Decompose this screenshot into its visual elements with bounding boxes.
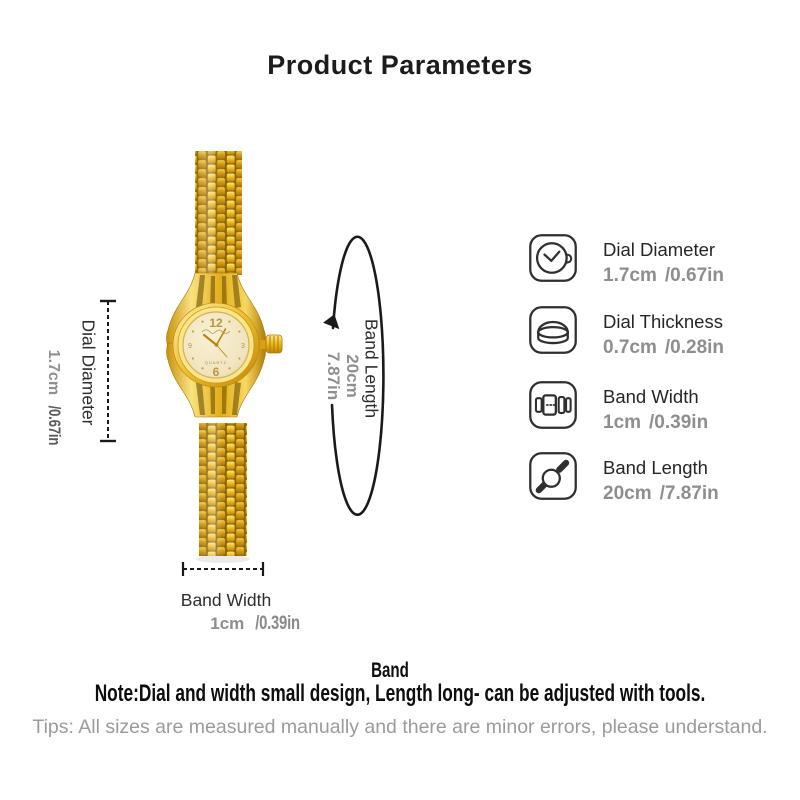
- spec-value-in: /7.87in: [659, 483, 719, 504]
- spec-value-in: /0.28in: [664, 337, 725, 358]
- spec-value: [603, 412, 708, 434]
- dial-numeral-3: 3: [241, 343, 245, 350]
- dial-numeral-6: 6: [212, 365, 220, 379]
- watch-dial-icon: [528, 233, 578, 283]
- dial-diameter-measure-line: [98, 296, 120, 446]
- spec-label: Band Length: [603, 457, 708, 478]
- dial-numeral-12: 12: [209, 316, 223, 330]
- spec-value-cm: 20cm: [603, 483, 652, 504]
- tips-line: Tips: All sizes are measured manually and there are minor errors, please understand.: [32, 716, 768, 738]
- spec-row-band-length: [528, 451, 719, 505]
- spec-row-dial-diameter: [528, 233, 724, 287]
- spec-value: [603, 483, 719, 505]
- spec-value: [603, 337, 724, 359]
- spec-value-cm: 1cm: [603, 412, 642, 433]
- note-line: Note:Dial and width small design, Length long- can be adjusted with tools.: [94, 680, 706, 707]
- spec-text: [603, 451, 719, 505]
- spec-value-cm: 1.7cm: [603, 265, 657, 286]
- band-length-label: Band Length: [361, 318, 382, 419]
- band-width-label: Band Width: [180, 590, 272, 610]
- page-title: Product Parameters: [267, 50, 533, 80]
- dial-diameter-value: [44, 322, 64, 478]
- dial-diameter-label: Dial Diameter: [78, 319, 99, 426]
- spec-value: [603, 265, 724, 287]
- band-width-icon: [528, 380, 578, 430]
- note-band-word: Band: [371, 659, 409, 682]
- spec-label: Dial Thickness: [603, 311, 723, 332]
- spec-label: Dial Diameter: [603, 239, 716, 260]
- spec-text: [603, 233, 724, 287]
- spec-text: [603, 305, 724, 359]
- dial-diameter-value-cm: 1.7cm: [45, 349, 62, 396]
- watch-band-bottom: [199, 423, 247, 556]
- band-length-value-in: 7.87in: [324, 351, 343, 401]
- band-width-measure-line: [180, 560, 266, 578]
- spec-value-in: /0.67in: [664, 265, 725, 286]
- band-width-value-cm: 1cm: [210, 614, 245, 633]
- spec-text: [603, 380, 708, 434]
- band-length-value-cm: 20cm: [343, 354, 362, 398]
- spec-row-dial-thickness: [528, 305, 724, 359]
- spec-value-cm: 0.7cm: [603, 337, 657, 358]
- spec-row-band-width: [528, 380, 708, 434]
- gold-watch-image: [150, 145, 300, 590]
- spec-value-in: /0.39in: [649, 412, 709, 433]
- band-width-value: [178, 613, 338, 635]
- dial-quartz-text: QUARTZ: [204, 361, 228, 365]
- band-length-value: [324, 296, 362, 456]
- spec-label: Band Width: [603, 386, 699, 407]
- watch-band-top: [195, 151, 242, 275]
- dial-numeral-9: 9: [188, 343, 192, 350]
- band-width-value-in: /0.39in: [254, 613, 300, 634]
- dial-thickness-icon: [528, 305, 578, 355]
- dial-diameter-value-in: /0.67in: [45, 405, 64, 445]
- band-length-icon: [528, 451, 578, 501]
